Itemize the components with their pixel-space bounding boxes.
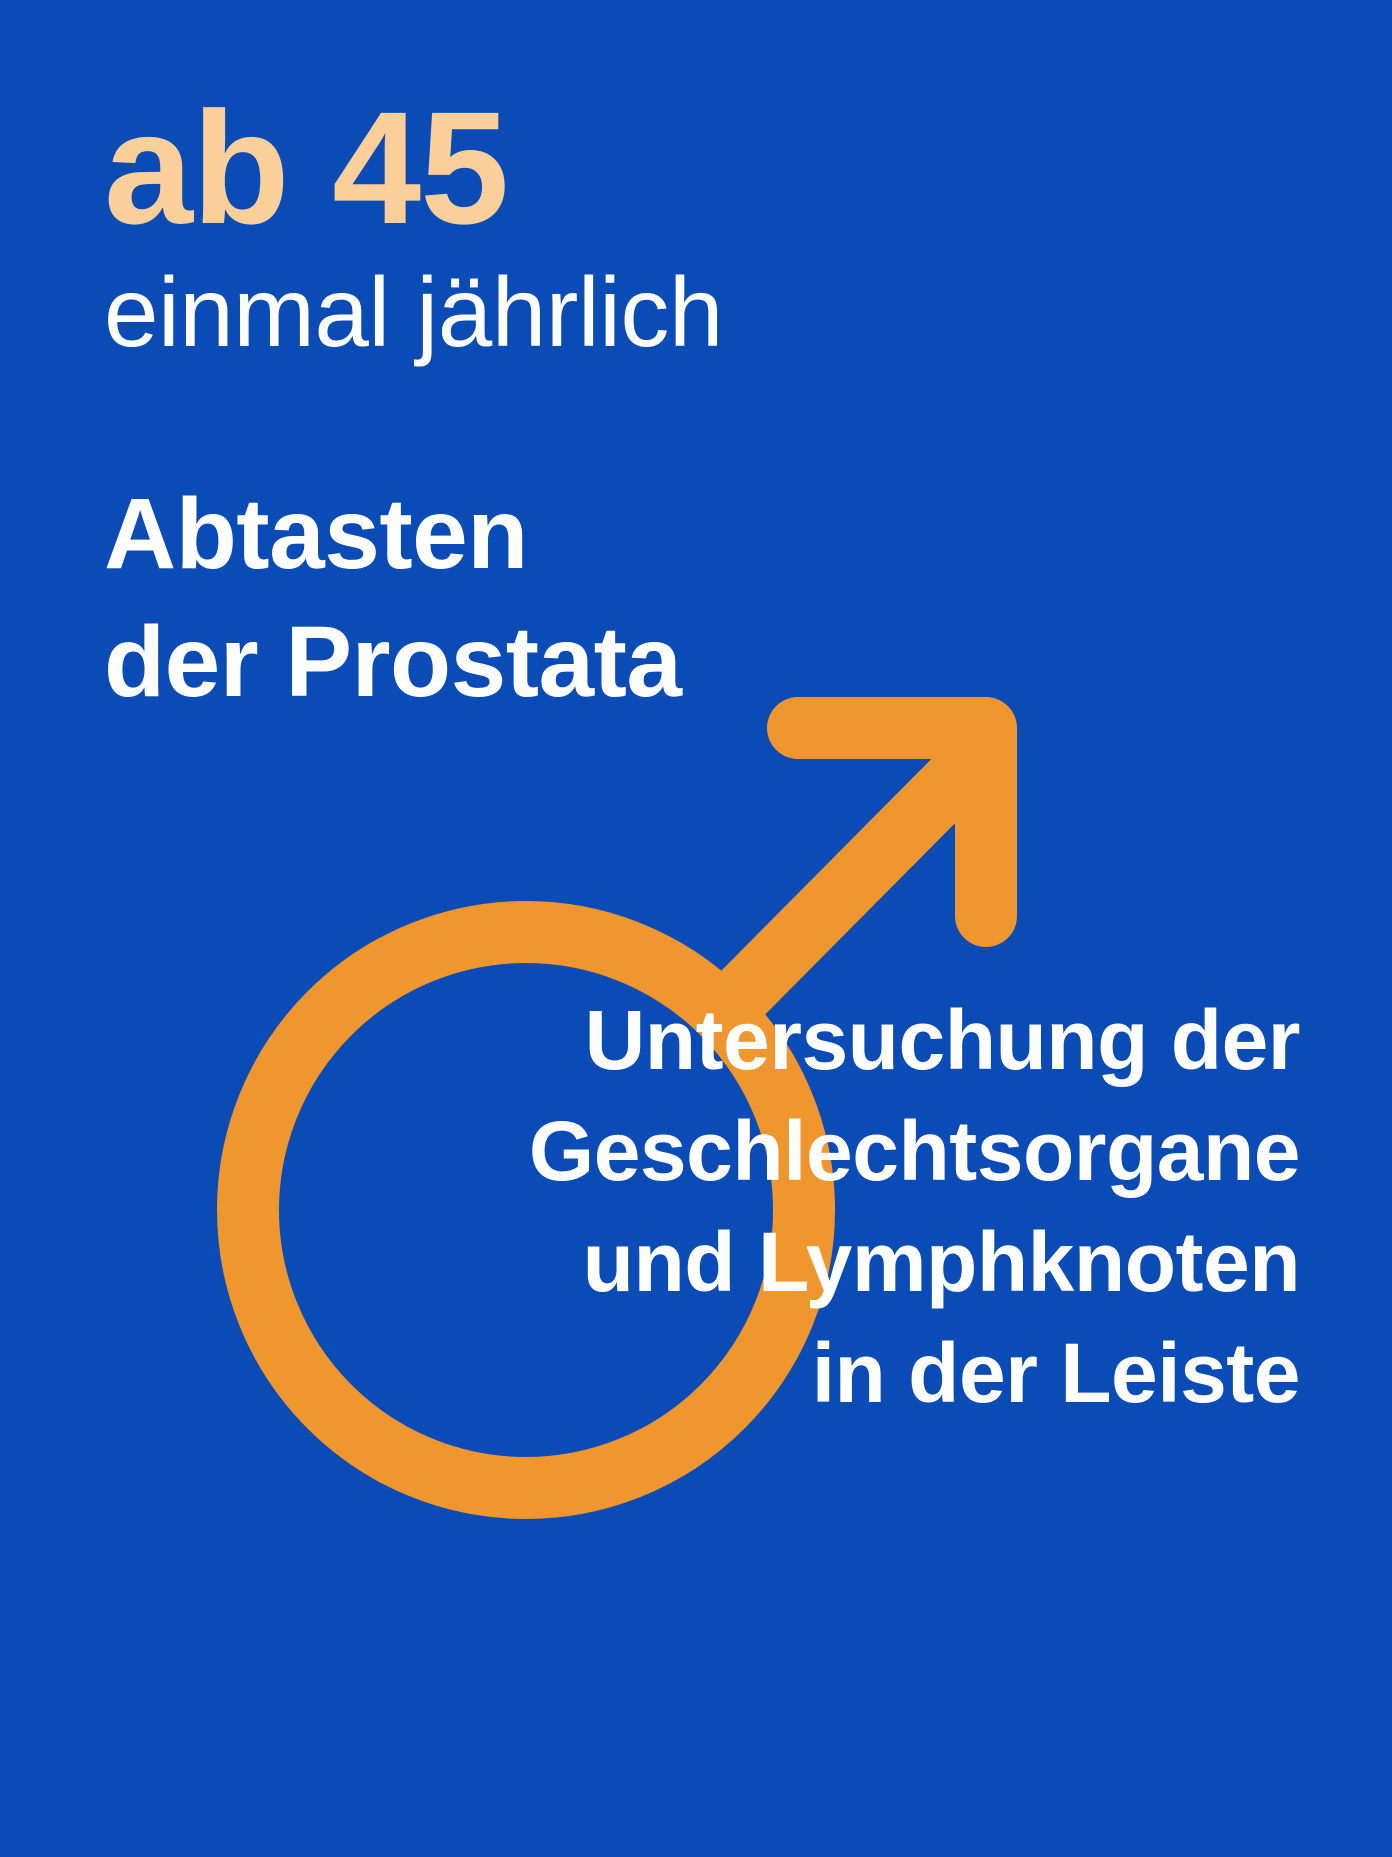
body-text-block [500,985,1300,1429]
body-line-2: Geschlechtsorgane [528,1103,1300,1198]
age-headline: ab 45 [104,78,509,257]
body-line-3: und Lymphknoten [582,1214,1300,1309]
body-line-4: in der Leiste [811,1325,1300,1420]
headline-block [104,78,1104,368]
subheading-line-1: Abtasten [104,478,528,590]
frequency-subline: einmal jährlich [104,257,723,367]
subheading-line-2: der Prostata [104,606,682,718]
body-line-1: Untersuchung der [584,993,1300,1087]
subheading-block [104,470,1054,726]
